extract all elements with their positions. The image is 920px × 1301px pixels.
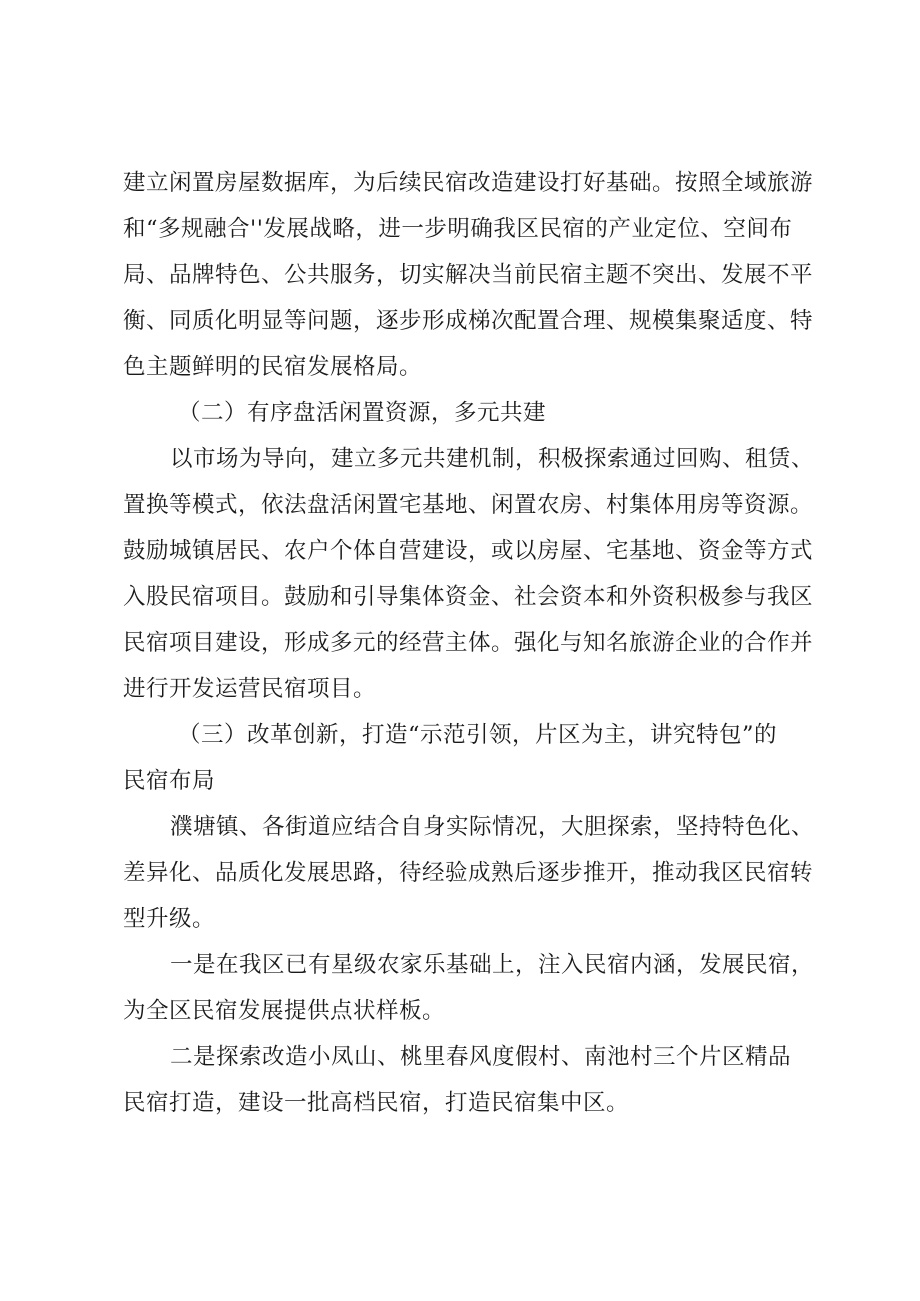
text-line: 民宿项目建设，形成多元的经营主体。强化与知名旅游企业的合作并 — [123, 630, 814, 656]
text-line: 置换等模式，依法盘活闲置宅基地、闲置农房、村集体用房等资源。 — [123, 492, 814, 518]
text-line: 以市场为导向，建立多元共建机制，积极探索通过回购、租赁、 — [170, 446, 815, 472]
text-line: 入股民宿项目。鼓励和引导集体资金、社会资本和外资积极参与我区 — [123, 584, 814, 610]
text-line: 和“多规融合''发展战略，进一步明确我区民宿的产业定位、空间布 — [123, 216, 793, 242]
text-line: 差异化、品质化发展思路，待经验成熟后逐步推开，推动我区民宿转 — [123, 860, 814, 886]
text-line: 为全区民宿发展提供点状样板。 — [123, 998, 446, 1024]
section-heading-continued: 民宿布局 — [123, 768, 216, 794]
text-line: 建立闲置房屋数据库，为后续民宿改造建设打好基础。按照全域旅游 — [123, 170, 814, 196]
text-line: 二是探索改造小凤山、桃里春风度假村、南池村三个片区精品 — [170, 1044, 792, 1070]
text-line: 一是在我区已有星级农家乐基础上，注入民宿内涵，发展民宿， — [170, 952, 815, 978]
section-heading: （三）改革创新，打造“示范引领，片区为主，讲究特包”的 — [178, 722, 778, 748]
text-line: 局、品牌特色、公共服务，切实解决当前民宿主题不突出、发展不平 — [123, 262, 814, 288]
section-heading: （二）有序盘活闲置资源，多元共建 — [178, 400, 547, 426]
text-line: 型升级。 — [123, 906, 216, 932]
text-line: 濮塘镇、各街道应结合自身实际情况，大胆探索，坚持特色化、 — [170, 814, 815, 840]
text-line: 鼓励城镇居民、农户个体自营建设，或以房屋、宅基地、资金等方式 — [123, 538, 814, 564]
text-line: 衡、同质化明显等问题，逐步形成梯次配置合理、规模集聚适度、特 — [123, 308, 814, 334]
text-line: 民宿打造，建设一批高档民宿，打造民宿集中区。 — [123, 1090, 630, 1116]
text-line: 色主题鲜明的民宿发展格局。 — [123, 354, 423, 380]
text-line: 进行开发运营民宿项目。 — [123, 676, 377, 702]
